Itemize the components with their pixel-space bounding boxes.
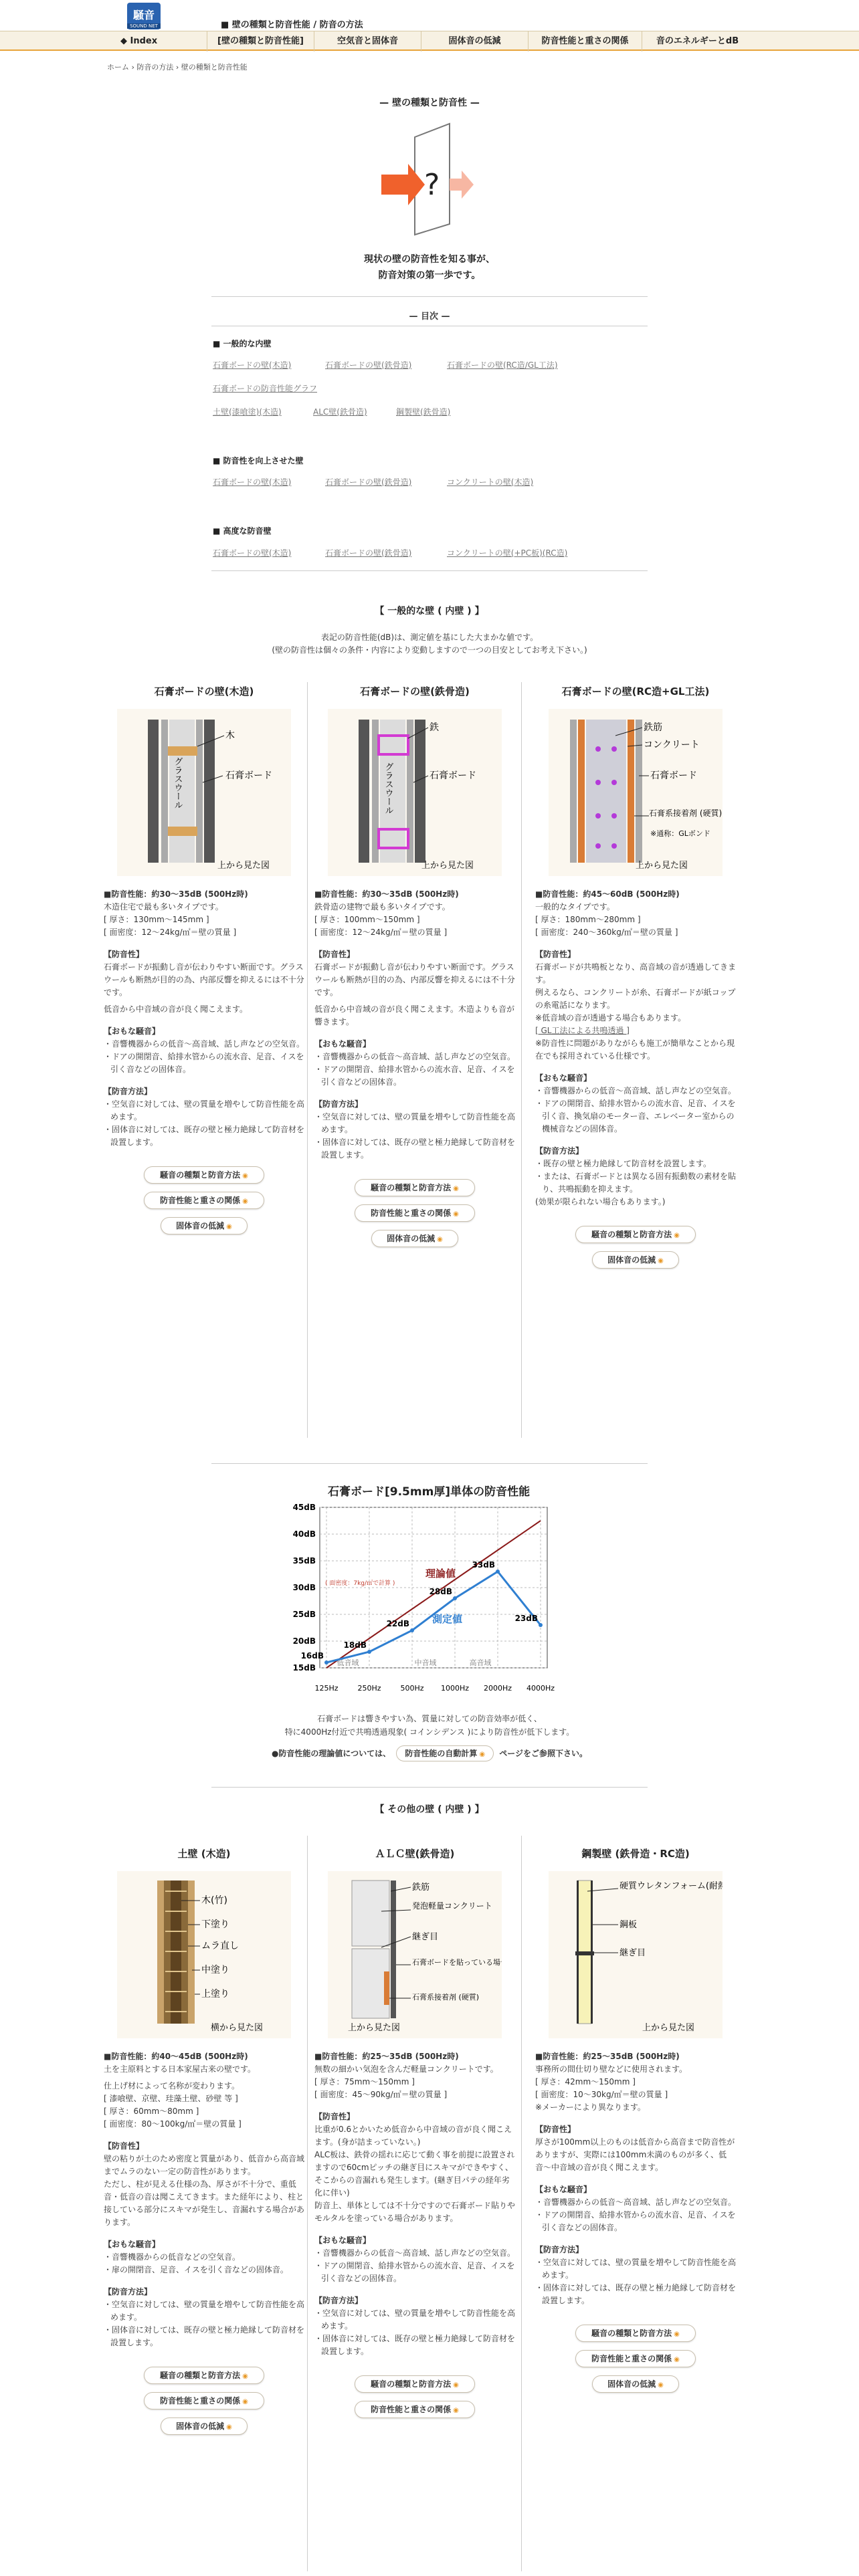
data-label: 33dB <box>472 1560 495 1570</box>
para: ・固体音に対しては、既存の壁と極力絶縁して防音材を設置します。 <box>535 2283 737 2305</box>
hero-caption-line-2: 防音対策の第一歩です。 <box>378 270 481 281</box>
svg-text:グラスウール: グラスウール <box>383 762 393 815</box>
toc-link[interactable]: 石膏ボードの壁(木造) <box>213 477 292 487</box>
wall-card-alc <box>314 1847 515 2418</box>
link-button[interactable]: 騒音の種類と防音方法 ◉ <box>575 1226 696 1243</box>
svg-text:発泡軽量コンクリート: 発泡軽量コンクリート <box>412 1901 492 1911</box>
wall-card-gypsum-rc <box>535 685 736 1269</box>
toc-group-heading: ■ 一般的な内壁 <box>213 339 272 348</box>
para: 石膏ボードが共鳴板となり、高音域の音が透過してきます。 <box>535 962 737 984</box>
svg-text:グラスウール: グラスウール <box>172 757 183 809</box>
subhead: 【おもな騒音】 <box>314 2236 371 2245</box>
toc-link[interactable]: 石膏ボードの壁(木造) <box>213 360 292 370</box>
page-header-title: ■ 壁の種類と防音性能 / 防音の方法 <box>221 20 363 30</box>
svg-text:※通称：GLボンド: ※通称：GLボンド <box>650 829 710 838</box>
wall-diagram <box>117 709 291 876</box>
para: ※低音域の音が透過する場合もあります。 <box>535 1013 686 1023</box>
auto-calc-button[interactable]: 防音性能の自動計算 ◉ <box>396 1745 494 1761</box>
spec-line: [ 面密度：80〜100kg/㎡＝壁の質量 ] <box>104 2119 242 2129</box>
para: ・音響機器からの低音〜高音域、話し声などの空気音。 <box>104 1039 305 1049</box>
subhead: 【防音性】 <box>535 2125 576 2134</box>
spec-line: [ 面密度：45〜90kg/㎡＝壁の質量 ] <box>314 2090 448 2099</box>
calc-link-line <box>0 1745 859 1761</box>
toc-group-heading: ■ 高度な防音壁 <box>213 526 272 536</box>
wall-card-body <box>535 2050 736 2393</box>
para: ・空気音に対しては、壁の質量を増やして防音性能を高めます。 <box>314 1112 516 1134</box>
toc-link[interactable]: 石膏ボードの壁(鉄骨造) <box>325 548 412 558</box>
wall-card-gypsum-steel <box>314 685 515 1247</box>
divider <box>211 1463 648 1464</box>
performance-text: ■防音性能：約25〜35dB (500Hz時) <box>535 2052 680 2061</box>
svg-text:石膏ボード: 石膏ボード <box>650 770 697 781</box>
y-tick-label: 30dB <box>292 1583 316 1592</box>
gypsum-performance-chart <box>281 1483 575 1704</box>
link-button[interactable]: 防音性能と重さの関係 ◉ <box>144 2392 264 2409</box>
para: 低音から中音域の音が良く聞こえます。 <box>104 1004 248 1014</box>
para: 壁の粘りが土のため密度と質量があり、低音から高音域までムラのない一定の防音性があります。 <box>104 2154 305 2176</box>
subhead: 【防音性】 <box>314 2112 355 2121</box>
wall-card-title: 土壁 (木造) <box>177 1848 231 1860</box>
svg-text:上塗り: 上塗り <box>201 1989 229 2000</box>
logo-text: 騒音 <box>132 9 155 21</box>
para: ・ドアの開閉音、給排水管からの流水音、足音、イスを引く音などの固体音。 <box>535 2210 736 2232</box>
para: (効果が限られない場合もあります。) <box>535 1197 666 1206</box>
data-label: 28dB <box>429 1587 452 1596</box>
link-button[interactable]: 防音性能と重さの関係 ◉ <box>575 2350 696 2367</box>
link-button[interactable]: 固体音の低減 ◉ <box>592 2375 679 2393</box>
toc-link[interactable]: コンクリートの壁(木造) <box>447 477 534 487</box>
y-tick-label: 25dB <box>292 1610 316 1619</box>
spec-line: 土を主原料とする日本家屋古来の壁です。 <box>104 2064 256 2074</box>
svg-text:木: 木 <box>225 730 235 741</box>
link-button[interactable]: 騒音の種類と防音方法 ◉ <box>144 2367 264 2384</box>
para: ・音響機器からの低音などの空気音。 <box>104 2252 241 2262</box>
wall-diagram <box>549 1871 723 2038</box>
svg-text:鉄筋: 鉄筋 <box>644 722 662 733</box>
spec-line: ※メーカーにより異なります。 <box>535 2103 646 2112</box>
svg-text:上から見た図: 上から見た図 <box>348 2023 401 2033</box>
para: ・空気音に対しては、壁の質量を増やして防音性能を高めます。 <box>535 2258 737 2280</box>
chart-caption <box>0 1712 859 1739</box>
para: 防音上、単体としては不十分ですので石膏ボード貼りやモルタルを塗っている場合があります。 <box>314 2201 516 2223</box>
divider <box>211 296 648 297</box>
band-label: 中音域 <box>414 1658 437 1667</box>
subhead: 【防音方法】 <box>314 1099 363 1109</box>
link-button[interactable]: 防音性能と重さの関係 ◉ <box>144 1192 264 1209</box>
wall-diagram <box>328 709 502 876</box>
toc-link[interactable]: 石膏ボードの壁(RC造/GL工法) <box>447 360 558 370</box>
nav-index[interactable]: ◆ Index <box>107 31 207 51</box>
performance-text: ■防音性能：約30〜35dB (500Hz時) <box>314 889 459 899</box>
section-note-line-2: (壁の防音性は個々の条件・内容により変動しますので一つの目安としてお考え下さい。) <box>272 645 587 655</box>
data-label: 16dB <box>300 1651 324 1660</box>
wall-card-earthen <box>104 1847 304 2435</box>
wall-diagram-svg <box>549 709 723 876</box>
para: ・音響機器からの低音〜高音域、話し声などの空気音。 <box>535 2197 737 2207</box>
divider <box>211 570 648 571</box>
performance-text: ■防音性能：約30〜35dB (500Hz時) <box>104 889 248 899</box>
link-button[interactable]: 固体音の低減 ◉ <box>371 1230 458 1247</box>
x-tick-label: 500Hz <box>400 1684 424 1693</box>
para: ・音響機器からの低音〜高音域、話し声などの空気音。 <box>314 2248 516 2258</box>
toc-link[interactable]: 石膏ボードの壁(鉄骨造) <box>325 360 412 370</box>
spec-line: [ 面密度：12〜24kg/㎡＝壁の質量 ] <box>314 928 448 937</box>
performance-text: ■防音性能：約40〜45dB (500Hz時) <box>104 2052 248 2061</box>
para: ・空気音に対しては、壁の質量を増やして防音性能を高めます。 <box>314 2309 516 2331</box>
data-label: 18dB <box>343 1640 367 1650</box>
nav-airborne-structure[interactable]: 空気音と固体音 <box>314 31 421 51</box>
subhead: 【防音方法】 <box>314 2296 363 2305</box>
svg-text:石膏ボード: 石膏ボード <box>430 770 476 781</box>
spec-line: 鉄骨造の建物で最も多いタイプです。 <box>314 902 450 911</box>
spec-line: [ 厚さ：100mm〜150mm ] <box>314 915 420 924</box>
column-divider <box>521 682 522 1438</box>
wall-card-title: 石膏ボードの壁(木造) <box>154 685 254 697</box>
link-button[interactable]: 騒音の種類と防音方法 ◉ <box>355 2375 475 2393</box>
svg-text:木(竹): 木(竹) <box>201 1895 227 1906</box>
wall-diagram-svg <box>328 709 502 876</box>
wall-card-body <box>314 888 515 1247</box>
wall-card-body <box>314 2050 515 2418</box>
toc-link[interactable]: 石膏ボードの壁(鉄骨造) <box>325 477 412 487</box>
breadcrumb[interactable]: ホーム › 防音の方法 › 壁の種類と防音性能 <box>107 63 248 72</box>
svg-text:上から見た図: 上から見た図 <box>421 861 474 871</box>
para: ・扉の開閉音、足音、イスを引く音などの固体音。 <box>104 2265 288 2274</box>
section-note <box>0 631 859 657</box>
chart-caption-line-1: 石膏ボードは響きやすい為、質量に対しての防音効率が低く、 <box>317 1714 542 1723</box>
band-label: 低音域 <box>337 1658 359 1667</box>
para: ※防音性に問題がありながらも施工が簡単なことから現在でも採用されている仕様です。 <box>535 1039 735 1061</box>
x-tick-label: 125Hz <box>314 1684 339 1693</box>
svg-text:石膏系接着剤 (硬質): 石膏系接着剤 (硬質) <box>412 1993 480 2002</box>
wall-card-title: 石膏ボードの壁(RC造+GL工法) <box>561 685 710 697</box>
spec-line: 木造住宅で最も多いタイプです。 <box>104 902 223 911</box>
subhead: 【防音方法】 <box>104 2287 153 2296</box>
para: 石膏ボードが振動し音が伝わりやすい断面です。グラスウールも断熱が目的の為、内部反響を抑えるには不十分です。 <box>314 962 515 997</box>
global-nav <box>0 31 859 51</box>
svg-text:鉄筋: 鉄筋 <box>412 1883 430 1893</box>
data-point <box>539 1623 543 1627</box>
calc-link-prefix: ●防音性能の理論値については、 <box>271 1749 391 1758</box>
x-tick-label: 250Hz <box>357 1684 381 1693</box>
svg-text:鉄: 鉄 <box>430 722 439 733</box>
data-label: 22dB <box>386 1619 409 1628</box>
y-tick-label: 35dB <box>292 1556 316 1566</box>
spec-line: [ 厚さ：75mm〜150mm ] <box>314 2077 415 2086</box>
hero-caption-line-1: 現状の壁の防音性を知る事が、 <box>364 254 495 265</box>
svg-text:中塗り: 中塗り <box>201 1965 229 1975</box>
subhead: 【おもな騒音】 <box>535 2185 592 2194</box>
performance-text: ■防音性能：約45〜60dB (500Hz時) <box>535 889 680 899</box>
y-tick-label: 20dB <box>292 1636 316 1646</box>
para: ・固体音に対しては、既存の壁と極力絶縁して防音材を設置します。 <box>314 1138 516 1160</box>
subhead: 【防音方法】 <box>535 1146 584 1156</box>
svg-text:継ぎ目: 継ぎ目 <box>619 1948 646 1958</box>
spec-line: 仕上げ材によって名称が変わります。 <box>104 2081 240 2090</box>
spec-line: 無数の細かい気泡を含んだ軽量コンクリートです。 <box>314 2064 498 2074</box>
nav-structure-reduction[interactable]: 固体音の低減 <box>421 31 529 51</box>
para: 比重が0.6とかいため低音から中音域の音が良く聞こえます。(身が詰まっていない。) <box>314 2125 512 2147</box>
subhead: 【防音性】 <box>104 950 145 959</box>
svg-text:上から見た図: 上から見た図 <box>217 861 270 871</box>
para: ただし、柱が見える仕様の為、厚さが不十分で、重低音・低音の音は聞こえてきます。また経年により、柱と接している部分にスキマが発生し、音漏れする場合があります。 <box>104 2179 305 2227</box>
x-tick-label: 1000Hz <box>440 1684 470 1693</box>
spec-line: [ 厚さ：180mm〜280mm ] <box>535 915 641 924</box>
para: ・音響機器からの低音〜高音域、話し声などの空気音。 <box>314 1052 516 1061</box>
subhead: 【防音性】 <box>104 2141 145 2151</box>
x-tick-label: 4000Hz <box>526 1684 555 1693</box>
para: ・固体音に対しては、既存の壁と極力絶縁して防音材を設置します。 <box>104 1125 305 1147</box>
subhead: 【防音性】 <box>535 950 576 959</box>
page-title: — 壁の種類と防音性 — <box>379 98 480 108</box>
toc-link[interactable]: ALC壁(鉄骨造) <box>313 407 367 417</box>
wall-card-title: 鋼製壁 (鉄骨造・RC造) <box>581 1848 690 1860</box>
sound-arrow-out <box>450 179 463 191</box>
para: ・ドアの開閉音、給排水管からの流水音、足音、イスを引く音などの固体音。 <box>314 2261 515 2283</box>
column-divider <box>307 1836 308 2571</box>
wall-diagram <box>117 1871 291 2038</box>
para: ・または、石膏ボードとは異なる固有振動数の素材を貼り、共鳴振動を抑えます。 <box>535 1172 737 1194</box>
chart-caption-line-2: 特に4000Hz付近で共鳴透過現象( コインシデンス )により防音性が低下します。 <box>284 1727 575 1737</box>
calc-link-suffix: ページをご参照下さい。 <box>499 1749 588 1758</box>
link-button[interactable]: 固体音の低減 ◉ <box>592 1251 679 1269</box>
nav-wall-types[interactable]: [壁の種類と防音性能] <box>207 31 314 51</box>
hero-question-mark: ? <box>424 168 440 202</box>
svg-text:ムラ直し: ムラ直し <box>201 1941 239 1951</box>
column-divider <box>307 682 308 1438</box>
density-note: ( 面密度：7kg/㎡で計算 ) <box>325 1580 395 1587</box>
wall-card-body <box>104 2050 304 2435</box>
link-button[interactable]: 固体音の低減 ◉ <box>161 1217 248 1235</box>
spec-line: [ 面密度：10〜30kg/㎡＝壁の質量 ] <box>535 2090 668 2099</box>
para: 石膏ボードが振動し音が伝わりやすい断面です。グラスウールも断熱が目的の為、内部反響を抑えるには不十分です。 <box>104 962 304 997</box>
nav-weight-relation[interactable]: 防音性能と重さの関係 <box>529 31 642 51</box>
subhead: 【おもな騒音】 <box>314 1039 371 1049</box>
wall-card-title: ＡＬＣ壁(鉄骨造) <box>375 1848 455 1860</box>
y-tick-label: 40dB <box>292 1529 316 1539</box>
data-point <box>410 1628 414 1632</box>
para: ・空気音に対しては、壁の質量を増やして防音性能を高めます。 <box>104 1099 305 1121</box>
para: ・固体音に対しては、既存の壁と極力絶縁して防音材を設置します。 <box>314 2334 516 2356</box>
link-button[interactable]: 固体音の低減 ◉ <box>161 2418 248 2435</box>
wall-card-gypsum-wood <box>104 685 304 1235</box>
para: ・固体音に対しては、既存の壁と極力絶縁して防音材を設置します。 <box>104 2325 305 2347</box>
para: 厚さが100mm以上のものは低音から高音まで防音性がありますが、実際には100mm未満のものが多く、低音〜中音域の音が良く聞こえます。 <box>535 2137 735 2172</box>
wall-diagram <box>549 709 723 876</box>
wall-card-title: 石膏ボードの壁(鉄骨造) <box>360 685 470 697</box>
spec-line: [ 漆喰壁、京壁、珪藻土壁、砂壁 等 ] <box>104 2094 238 2103</box>
toc-link[interactable]: 石膏ボードの防音性能グラフ <box>213 384 318 393</box>
x-tick-label: 2000Hz <box>483 1684 512 1693</box>
toc-link[interactable]: コンクリートの壁(+PC板)(RC造) <box>447 548 568 558</box>
toc-link[interactable]: 土壁(漆喰塗)(木造) <box>213 407 282 417</box>
chart-title: 石膏ボード[9.5mm厚]単体の防音性能 <box>328 1485 531 1499</box>
toc-title: — 目次 — <box>409 312 450 322</box>
para: 低音から中音域の音が良く聞こえます。木造よりも音が響きます。 <box>314 1004 515 1027</box>
series-label-theory: 理論値 <box>425 1568 456 1580</box>
wall-diagram-svg <box>328 1871 502 2038</box>
y-tick-label: 15dB <box>292 1663 316 1673</box>
site-logo[interactable] <box>127 3 161 29</box>
section-note-line-1: 表記の防音性能(dB)は、測定値を基にした大まかな値です。 <box>320 633 539 642</box>
spec-line: 一般的なタイプです。 <box>535 902 615 911</box>
para: ・既存の壁と極力絶縁して防音材を設置します。 <box>535 1159 712 1168</box>
series-label-measured: 測定値 <box>432 1613 463 1625</box>
subhead: 【おもな騒音】 <box>104 1027 161 1036</box>
section-title-other: 【 その他の壁 ( 内壁 ) 】 <box>375 1804 484 1815</box>
hero-caption <box>0 251 859 284</box>
link-button[interactable]: 騒音の種類と防音方法 ◉ <box>355 1179 475 1196</box>
wall-card-steel <box>535 1847 736 2393</box>
section-title-general: 【 一般的な壁 ( 内壁 ) 】 <box>375 606 484 617</box>
link-button[interactable]: 防音性能と重さの関係 ◉ <box>355 1204 475 1222</box>
wall-diagram-svg <box>117 1871 291 2038</box>
svg-text:石膏ボード: 石膏ボード <box>225 770 272 781</box>
data-point <box>496 1570 500 1574</box>
nav-energy-db[interactable]: 音のエネルギーとdB <box>656 36 739 46</box>
svg-text:鋼板: 鋼板 <box>619 1920 638 1930</box>
para: 例えるなら、コンクリートが糸、石膏ボードが紙コップの糸電話になります。 <box>535 988 736 1010</box>
svg-text:石膏ボードを貼っている場合: 石膏ボードを貼っている場合 <box>412 1958 502 1967</box>
spec-line: [ 厚さ：42mm〜150mm ] <box>535 2077 636 2086</box>
toc-link[interactable]: 鋼製壁(鉄骨造) <box>396 407 451 417</box>
para: ・空気音に対しては、壁の質量を増やして防音性能を高めます。 <box>104 2300 305 2322</box>
band-label: 高音域 <box>469 1658 492 1667</box>
performance-text: ■防音性能：約25〜35dB (500Hz時) <box>314 2052 459 2061</box>
data-point <box>453 1596 457 1600</box>
link-button[interactable]: 騒音の種類と防音方法 ◉ <box>575 2325 696 2342</box>
spec-line: [ 厚さ：130mm〜145mm ] <box>104 915 209 924</box>
y-tick-label: 45dB <box>292 1503 316 1512</box>
sound-arrow-in <box>381 175 409 195</box>
svg-text:継ぎ目: 継ぎ目 <box>412 1932 439 1942</box>
svg-text:石膏系接着剤 (硬質): 石膏系接着剤 (硬質) <box>649 809 723 818</box>
spec-line: [ 面密度：240〜360kg/㎡＝壁の質量 ] <box>535 928 678 937</box>
para: ・音響機器からの低音〜高音域、話し声などの空気音。 <box>535 1086 737 1095</box>
logo-subtext: SOUND NET <box>127 23 161 29</box>
svg-text:下塗り: 下塗り <box>201 1919 229 1930</box>
para: ・ドアの開閉音、給排水管からの流水音、足音、イスを引く音などの固体音。 <box>104 1052 304 1074</box>
hero-illustration <box>375 117 488 237</box>
wall-card-body <box>535 888 736 1269</box>
data-label: 23dB <box>514 1614 538 1623</box>
para: ・ドアの開閉音、給排水管からの流水音、足音、イスを引く音、換気扇のモーター音、エレベーター室からの機械音などの固体音。 <box>535 1099 736 1134</box>
subhead: 【防音性】 <box>314 950 355 959</box>
subhead: 【おもな騒音】 <box>104 2240 161 2249</box>
svg-text:上から見た図: 上から見た図 <box>636 861 688 871</box>
spec-line: [ 面密度：12〜24kg/㎡＝壁の質量 ] <box>104 928 237 937</box>
para: ALC板は、鉄骨の揺れに応じて動く事を前提に設置されますので60cmピッチの継ぎ目にスキマができやすく、そこからの音漏れも発生します。(継ぎ目パテの経年劣化に伴い) <box>314 2150 515 2197</box>
toc-link[interactable]: 石膏ボードの壁(木造) <box>213 548 292 558</box>
svg-text:横から見た図: 横から見た図 <box>211 2023 264 2033</box>
wall-diagram-svg <box>117 709 291 876</box>
wall-card-body <box>104 888 304 1235</box>
spec-line: [ 厚さ：60mm〜80mm ] <box>104 2107 199 2116</box>
toc-group-heading: ■ 防音性を向上させた壁 <box>213 456 304 465</box>
subhead: 【おもな騒音】 <box>535 1073 592 1083</box>
gl-resonance-link[interactable]: [ GL工法による共鳴透過 ] <box>535 1026 630 1035</box>
svg-text:上から見た図: 上から見た図 <box>642 2023 695 2033</box>
data-point <box>367 1650 371 1654</box>
link-button[interactable]: 騒音の種類と防音方法 ◉ <box>144 1166 264 1184</box>
subhead: 【防音方法】 <box>104 1087 153 1096</box>
para: ・ドアの開閉音、給排水管からの流水音、足音、イスを引く音などの固体音。 <box>314 1065 515 1087</box>
column-divider <box>521 1836 522 2571</box>
spec-line: 事務所の間仕切り壁などに使用されます。 <box>535 2064 688 2074</box>
wall-diagram <box>328 1871 502 2038</box>
subhead: 【防音方法】 <box>535 2245 584 2254</box>
divider <box>211 1787 648 1788</box>
svg-text:硬質ウレタンフォーム(耐熱): 硬質ウレタンフォーム(耐熱) <box>619 1881 723 1891</box>
site-header <box>0 0 859 31</box>
svg-text:コンクリート: コンクリート <box>644 740 700 750</box>
link-button[interactable]: 防音性能と重さの関係 ◉ <box>355 2401 475 2418</box>
wall-diagram-svg <box>549 1871 723 2038</box>
data-point <box>324 1660 328 1665</box>
